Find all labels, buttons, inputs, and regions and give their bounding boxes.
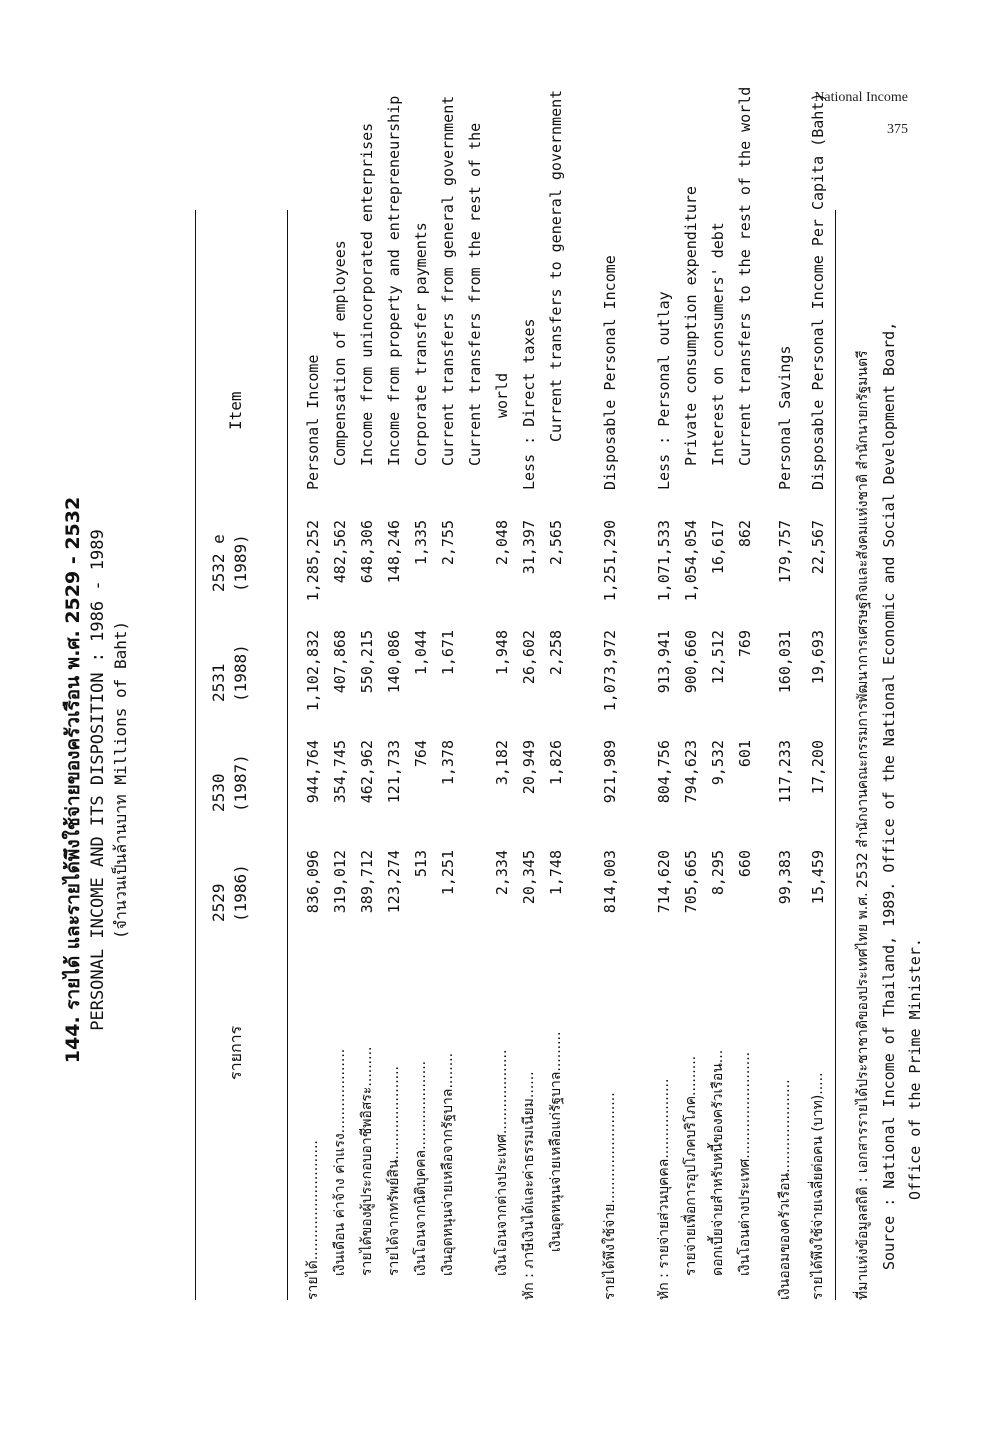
value-1987: 117,233 — [776, 740, 794, 804]
row-label-thai: เงินอุดหนุนจ่ายเหลือแก่รัฐบาล......... — [548, 1031, 564, 1252]
table-row — [651, 170, 678, 1390]
value-1988: 140,086 — [385, 630, 403, 694]
value-1986: 389,712 — [358, 850, 376, 914]
table-row — [408, 170, 435, 1390]
table-row — [489, 170, 516, 1390]
value-1989: 1,071,533 — [655, 520, 673, 602]
value-1989: 179,757 — [776, 520, 794, 584]
value-1987: 462,962 — [358, 740, 376, 804]
value-1988: 900,660 — [682, 630, 700, 694]
row-label-thai: ดอกเบี้ยจ่ายสำหรับหนี้ของครัวเรือน... — [710, 1049, 726, 1276]
value-1986: 99,383 — [776, 850, 794, 905]
year-ad: (1988) — [231, 644, 250, 702]
value-1986: 814,003 — [601, 850, 619, 914]
row-label-english: Disposable Personal Income — [601, 255, 619, 490]
table-row — [772, 170, 799, 1390]
column-header-year-2 — [208, 754, 252, 812]
row-label-english: Interest on consumers' debt — [709, 222, 727, 466]
value-1988: 160,031 — [776, 630, 794, 694]
year-ad: (1989) — [231, 534, 250, 592]
table-row — [705, 170, 732, 1390]
row-label-english: world — [493, 372, 511, 418]
table-row — [462, 122, 489, 1390]
value-1986: 1,748 — [547, 850, 565, 896]
row-label-thai: รายจ่ายเพื่อการอุปโภคบริโภค......... — [683, 1055, 699, 1276]
table-row — [597, 170, 624, 1390]
row-label-thai: เงินโอนจากต่างประเทศ................... — [494, 1049, 510, 1276]
year-be: 2530 — [209, 773, 228, 812]
value-1988: 1,948 — [493, 630, 511, 676]
value-1989: 482,562 — [331, 520, 349, 584]
value-1987: 354,745 — [331, 740, 349, 804]
table-row — [327, 170, 354, 1390]
value-1989: 31,397 — [520, 520, 538, 575]
value-1989: 16,617 — [709, 520, 727, 575]
row-label-thai: เงินออมของครัวเรือน..................... — [777, 1079, 793, 1300]
table-titles — [60, 170, 132, 1390]
value-1986: 2,334 — [493, 850, 511, 896]
row-label-english: Private consumption expenditure — [682, 186, 700, 466]
value-1988: 550,215 — [358, 630, 376, 694]
value-1987: 9,532 — [709, 740, 727, 786]
source-note-thai: ที่มาแห่งข้อมูลสถิติ : เอกสารรายได้ประชาชาติของประเทศไทย พ.ศ. 2532 สำนักงานคณะกรรมการพัฒนาการเศรษฐกิจและสังคมแห่งชาติ สำนักนายกรัฐมนตรี — [855, 350, 871, 1300]
row-label-thai: เงินโอนจากนิติบุคคล.................... — [413, 1060, 429, 1276]
row-label-english: Current transfers to the rest of the world — [736, 86, 754, 466]
value-1986: 660 — [736, 850, 754, 878]
row-label-thai: รายได้จากทรัพย์สิน..................... — [386, 1065, 402, 1276]
row-label-english: Less : Personal outlay — [655, 291, 673, 490]
value-1988: 407,868 — [331, 630, 349, 694]
table-row — [354, 122, 381, 1390]
row-label-thai: เงินโอนต่างประเทศ........................ — [737, 1051, 753, 1276]
value-1986: 705,665 — [682, 850, 700, 914]
year-be: 2531 — [209, 663, 228, 702]
bottom-rule — [835, 210, 836, 1300]
value-1989: 1,335 — [412, 520, 430, 566]
row-label-english: Compensation of employees — [331, 240, 349, 466]
row-label-english: Current transfers from general government — [439, 95, 457, 466]
value-1987: 121,733 — [385, 740, 403, 804]
table-title-thai: 144. รายได้ และรายได้พึงใช้จ่ายของครัวเรือน พ.ศ. 2529 - 2532 — [62, 496, 84, 1064]
row-label-thai: หัก : รายจ่ายส่วนบุคคล.................. — [656, 1078, 672, 1300]
value-1987: 1,826 — [547, 740, 565, 786]
source-note-english: Source : National Income of Thailand, 1989. Office of the National Economic and Social Development Board, — [880, 321, 898, 1270]
year-be: 2529 — [209, 883, 228, 922]
value-1988: 19,693 — [809, 630, 827, 685]
value-1986: 123,274 — [385, 850, 403, 914]
value-1988: 1,671 — [439, 630, 457, 676]
header-rule — [287, 210, 288, 1300]
column-header-year-4 — [208, 534, 252, 592]
value-1989: 22,567 — [809, 520, 827, 575]
page-header: National Income — [814, 90, 908, 105]
value-1986: 20,345 — [520, 850, 538, 905]
row-label-english: Personal Income — [304, 354, 322, 490]
value-1988: 1,044 — [412, 630, 430, 676]
table-title-english: PERSONAL INCOME AND ITS DISPOSITION : 1986 - 1989 — [88, 529, 108, 1031]
value-1986: 836,096 — [304, 850, 322, 914]
value-1989: 648,306 — [358, 520, 376, 584]
top-rule — [195, 210, 196, 1300]
row-label-thai: รายได้พึงใช้จ่าย......................... — [602, 1092, 618, 1300]
row-label-english: Income from unincorporated enterprises — [358, 122, 376, 466]
row-label-thai: รายได้........................... — [305, 1140, 321, 1300]
value-1987: 804,756 — [655, 740, 673, 804]
value-1989: 148,246 — [385, 520, 403, 584]
row-label-english: Corporate transfer payments — [412, 222, 430, 466]
value-1987: 944,764 — [304, 740, 322, 804]
value-1987: 17,200 — [809, 740, 827, 795]
value-1986: 513 — [412, 850, 430, 878]
value-1989: 1,054,054 — [682, 520, 700, 602]
source-note-english-continued: Office of the Prime Minister. — [906, 938, 924, 1200]
table-row — [805, 92, 832, 1390]
value-1988: 2,258 — [547, 630, 565, 676]
year-ad: (1986) — [231, 864, 250, 922]
table-row — [678, 170, 705, 1390]
row-label-thai: หัก : ภาษีเงินได้และค่าธรรมเนียม...... — [521, 1071, 537, 1300]
column-header-thai-item: รายการ — [226, 1025, 245, 1080]
value-1987: 921,989 — [601, 740, 619, 804]
row-label-english: Less : Direct taxes — [520, 318, 538, 490]
row-label-english: Income from property and entrepreneurship — [385, 95, 403, 466]
value-1988: 913,941 — [655, 630, 673, 694]
table-row — [300, 170, 327, 1390]
value-1987: 764 — [412, 740, 430, 768]
table-row — [381, 95, 408, 1390]
row-label-english: Current transfers from the rest of the — [466, 122, 484, 466]
year-ad: (1987) — [231, 754, 250, 812]
value-1986: 319,012 — [331, 850, 349, 914]
value-1988: 1,073,972 — [601, 630, 619, 712]
table-row — [543, 89, 570, 1390]
row-label-thai: เงินอุดหนุนจ่ายเหลือจากรัฐบาล........ — [440, 1052, 456, 1276]
page-number: 375 — [887, 122, 908, 137]
row-label-english: Disposable Personal Income Per Capita (Baht) — [809, 92, 827, 490]
value-1987: 3,182 — [493, 740, 511, 786]
row-label-thai: รายได้พึงใช้จ่ายเฉลี่ยต่อคน (บาท)..... — [810, 1072, 826, 1300]
value-1988: 12,512 — [709, 630, 727, 685]
value-1988: 1,102,832 — [304, 630, 322, 712]
value-1987: 1,378 — [439, 740, 457, 786]
table-row — [516, 170, 543, 1390]
year-be: 2532 e — [209, 534, 228, 592]
value-1986: 1,251 — [439, 850, 457, 896]
row-label-english: Current transfers to general government — [547, 89, 565, 442]
row-label-thai: รายได้ของผู้ประกอบอาชีพอิสระ......... — [359, 1046, 375, 1276]
value-1986: 8,295 — [709, 850, 727, 896]
value-1989: 1,251,290 — [601, 520, 619, 602]
value-1988: 769 — [736, 630, 754, 658]
value-1988: 26,602 — [520, 630, 538, 685]
table-row — [732, 86, 759, 1390]
value-1986: 15,459 — [809, 850, 827, 905]
column-header-year-1 — [208, 864, 252, 922]
value-1987: 601 — [736, 740, 754, 768]
row-label-thai: เงินเดือน ค่าจ้าง ค่าแรง................... — [332, 1048, 348, 1276]
value-1987: 20,949 — [520, 740, 538, 795]
table-row — [435, 95, 462, 1390]
value-1989: 1,285,252 — [304, 520, 322, 602]
value-1989: 2,565 — [547, 520, 565, 566]
column-header-english-item: Item — [226, 391, 245, 430]
value-1989: 2,755 — [439, 520, 457, 566]
row-label-english: Personal Savings — [776, 345, 794, 490]
column-header-year-3 — [208, 644, 252, 702]
table-unit: (จำนวนเป็นล้านบาท Millions of Baht) — [111, 620, 130, 940]
value-1989: 2,048 — [493, 520, 511, 566]
value-1989: 862 — [736, 520, 754, 548]
value-1986: 714,620 — [655, 850, 673, 914]
value-1987: 794,623 — [682, 740, 700, 804]
